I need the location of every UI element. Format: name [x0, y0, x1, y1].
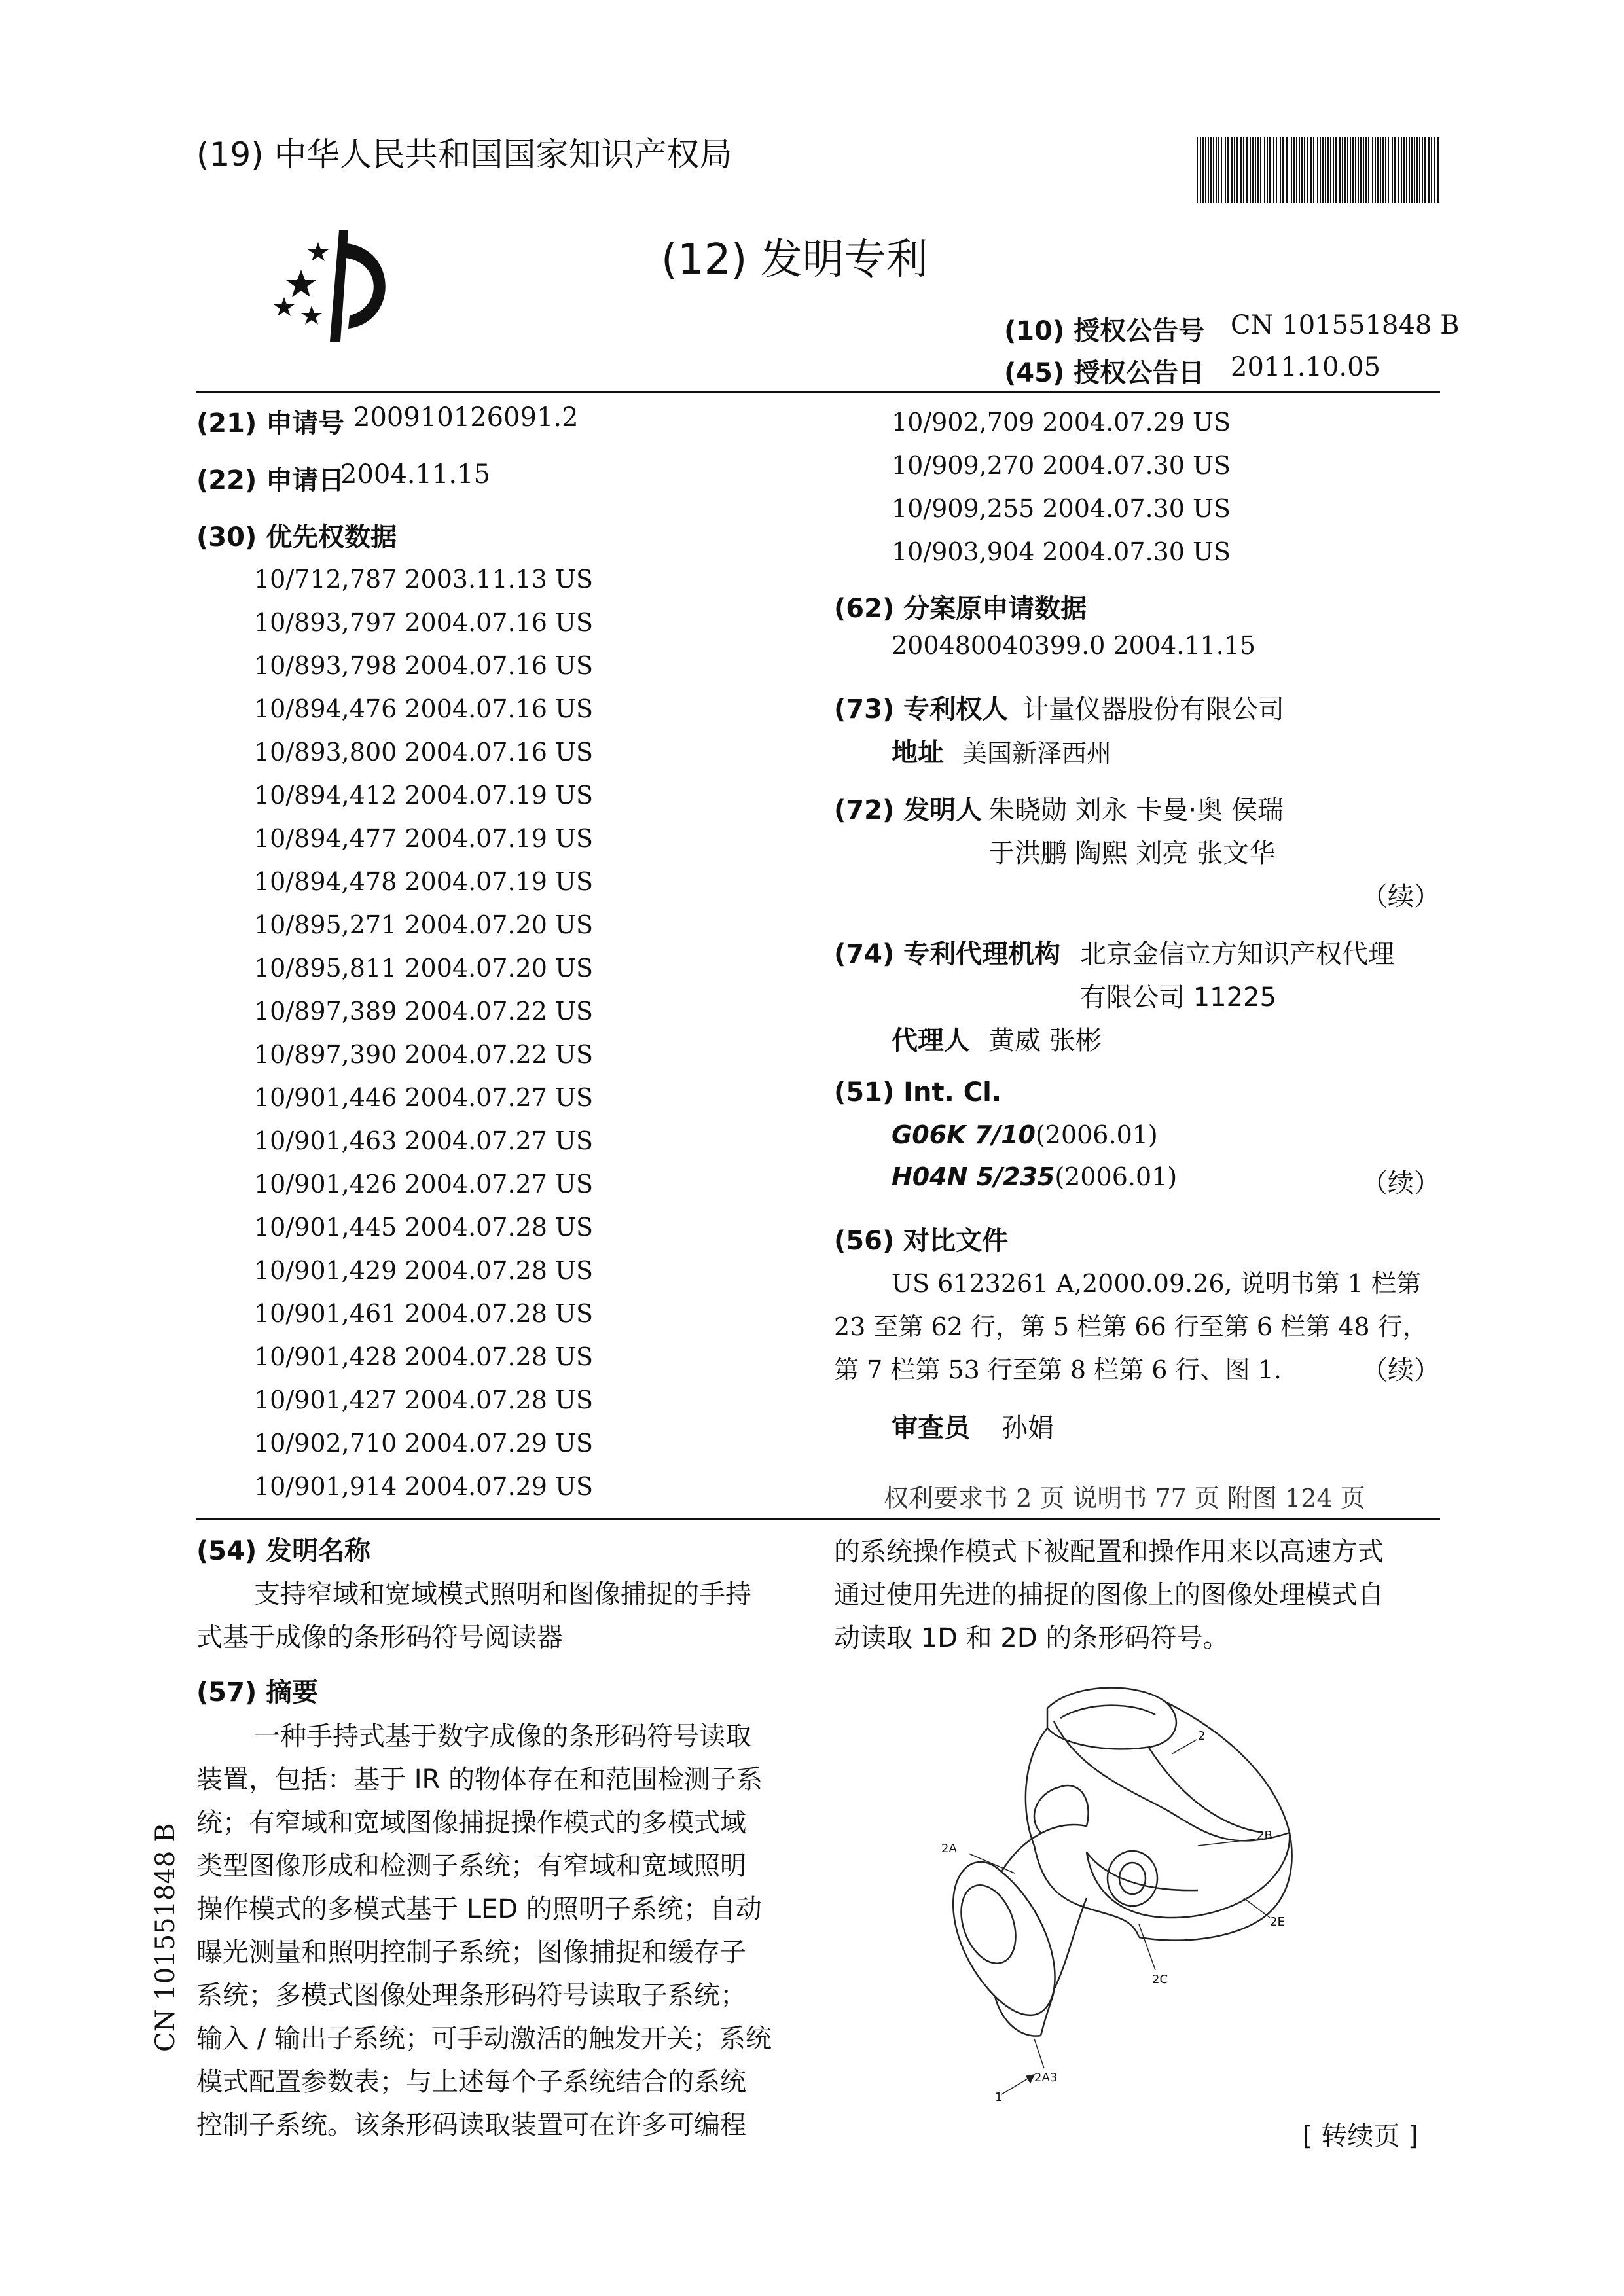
priority-row: 10/712,787 2003.11.13 US [254, 565, 594, 594]
priority-row: 10/893,797 2004.07.16 US [254, 608, 594, 637]
barcode-bar [1293, 137, 1295, 203]
priority-row: 10/902,710 2004.07.29 US [254, 1429, 594, 1458]
abstract-line: 输入 / 输出子系统；可手动激活的触发开关；系统 [196, 2024, 772, 2054]
figure-label-2e: 2E [1270, 1915, 1285, 1929]
barcode-bar [1301, 137, 1303, 203]
inventors-continued: （续） [1362, 882, 1440, 912]
abstract-line: 统；有窄域和宽域图像捕捉操作模式的多模式域 [196, 1808, 746, 1838]
barcode-bar [1375, 137, 1376, 203]
priority-row: 10/895,271 2004.07.20 US [254, 910, 594, 939]
priority-row: 10/894,477 2004.07.19 US [254, 824, 594, 853]
barcode-bar [1304, 137, 1305, 203]
barcode-bar [1333, 137, 1334, 203]
inventors-label: (72) 发明人 [834, 795, 983, 825]
division-value: 200480040399.0 2004.11.15 [892, 631, 1256, 660]
refs-label: (56) 对比文件 [834, 1226, 1009, 1256]
barcode-bar [1422, 137, 1423, 203]
barcode-bar [1416, 137, 1418, 203]
priority-row: 10/895,811 2004.07.20 US [254, 954, 594, 982]
barcode-bar [1234, 137, 1235, 203]
intcl-version-1: (2006.01) [1035, 1121, 1158, 1149]
barcode-bar [1380, 137, 1381, 203]
intcl-label: (51) Int. Cl. [834, 1077, 1002, 1107]
barcode-bar [1392, 137, 1393, 203]
priority-label: (30) 优先权数据 [196, 522, 397, 552]
priority-row: 10/909,270 2004.07.30 US [892, 451, 1231, 480]
abstract-line: 装置，包括：基于 IR 的物体存在和范围检测子系 [196, 1765, 763, 1795]
intcl-code-1: G06K 7/10 [892, 1121, 1036, 1149]
continued-page-note: [ 转续页 ] [1303, 2121, 1418, 2151]
barcode-bar [1208, 137, 1209, 203]
inventors-line2: 于洪鹏 陶熙 刘亮 张文华 [988, 838, 1276, 869]
intcl-row-2 [892, 1162, 1177, 1191]
abstract-line: 曝光测量和照明控制子系统；图像捕捉和缓存子 [196, 1937, 746, 1967]
app-date-label: (22) 申请日 [196, 465, 345, 495]
pub-date-label: (45) 授权公告日 [1004, 358, 1205, 388]
barcode-bar [1213, 137, 1214, 203]
barcode-bar [1291, 137, 1292, 203]
barcode-bar [1322, 137, 1324, 203]
barcode-bar [1409, 137, 1410, 203]
refs-line1: US 6123261 A,2000.09.26, 说明书第 1 栏第 [892, 1269, 1422, 1298]
title-line2: 式基于成像的条形码符号阅读器 [196, 1623, 563, 1653]
abstract-line: 操作模式的多模式基于 LED 的照明子系统；自动 [196, 1894, 762, 1924]
address-value: 美国新泽西州 [962, 739, 1112, 768]
priority-row: 10/901,427 2004.07.28 US [254, 1386, 594, 1414]
address-label: 地址 [892, 738, 944, 768]
barcode-bar [1227, 137, 1229, 203]
barcode-bar [1313, 137, 1314, 203]
priority-list-left [254, 558, 593, 1508]
barcode-bar [1434, 137, 1435, 203]
star-icon [308, 242, 329, 261]
barcode-bar [1296, 137, 1297, 203]
barcode-bar [1282, 137, 1284, 203]
star-icon [301, 306, 322, 325]
figure-label-1: 1 [995, 2090, 1003, 2101]
app-date-value: 2004.11.15 [340, 459, 491, 490]
side-pub-number: CN 101551848 B [151, 1823, 181, 2052]
barcode-bar [1414, 137, 1415, 203]
abstract-line: 通过使用先进的捕捉的图像上的图像处理模式自 [834, 1580, 1384, 1610]
priority-row: 10/901,445 2004.07.28 US [254, 1213, 594, 1242]
priority-row: 10/902,709 2004.07.29 US [892, 408, 1231, 437]
barcode-bar [1363, 137, 1364, 203]
intcl-row-1 [892, 1121, 1158, 1149]
barcode-bar [1360, 137, 1362, 203]
barcode-bar [1216, 137, 1217, 203]
priority-row: 10/894,478 2004.07.19 US [254, 867, 594, 896]
barcode-bar [1286, 137, 1288, 203]
barcode-bar [1428, 137, 1430, 203]
office-name: (19) 中华人民共和国国家知识产权局 [196, 135, 732, 173]
barcode-bar [1372, 137, 1373, 203]
barcode-bar [1342, 137, 1343, 203]
examiner-label: 审查员 [892, 1413, 970, 1443]
barcode-bar [1246, 137, 1248, 203]
barcode-bar [1310, 137, 1312, 203]
barcode-bar [1221, 137, 1222, 203]
priority-row: 10/901,428 2004.07.28 US [254, 1342, 594, 1371]
barcode-bar [1250, 137, 1251, 203]
barcode-bar [1385, 137, 1386, 203]
barcode-bar [1269, 137, 1271, 203]
barcode-bar [1365, 137, 1367, 203]
divider-bottom [196, 1518, 1440, 1520]
barcode-bar [1240, 137, 1242, 203]
scanner-figure [923, 1682, 1329, 2101]
barcode-bar [1218, 137, 1219, 203]
barcode-bar [1273, 137, 1274, 203]
barcode-bar [1437, 137, 1439, 203]
patentee-value: 计量仪器股份有限公司 [1022, 694, 1284, 725]
barcode-bar [1406, 137, 1407, 203]
abstract-right [834, 1530, 1384, 1660]
refs-line2: 23 至第 62 行，第 5 栏第 66 行至第 6 栏第 48 行， [834, 1312, 1428, 1341]
priority-row: 10/903,904 2004.07.30 US [892, 537, 1231, 566]
barcode-bar [1260, 137, 1261, 203]
barcode-bar [1200, 137, 1201, 203]
abstract-line: 系统；多模式图像处理条形码符号读取子系统； [196, 1981, 746, 2011]
barcode-bar [1243, 137, 1244, 203]
barcode-bar [1358, 137, 1359, 203]
priority-list-right [892, 401, 1231, 573]
barcode-image [1197, 137, 1440, 203]
inventors-line1: 朱晓勋 刘永 卡曼·奥 侯瑞 [988, 795, 1284, 825]
barcode-bar [1398, 137, 1399, 203]
priority-row: 10/909,255 2004.07.30 US [892, 494, 1231, 523]
abstract-line: 控制子系统。该条形码读取装置可在许多可编程 [196, 2110, 746, 2140]
document-type: (12) 发明专利 [661, 236, 928, 284]
priority-row: 10/894,412 2004.07.19 US [254, 781, 594, 810]
barcode-bar [1231, 137, 1233, 203]
app-number-value: 200910126091.2 [353, 403, 579, 433]
barcode-bar [1350, 137, 1351, 203]
priority-row: 10/901,461 2004.07.28 US [254, 1299, 594, 1328]
barcode-bar [1205, 137, 1206, 203]
barcode-bar [1276, 137, 1277, 203]
abstract-line: 的系统操作模式下被配置和操作用来以高速方式 [834, 1537, 1384, 1567]
barcode-bar [1257, 137, 1259, 203]
barcode-bar [1403, 137, 1405, 203]
barcode-bar [1236, 137, 1238, 203]
star-icon [286, 270, 316, 297]
refs-continued: （续） [1362, 1355, 1440, 1386]
abstract-label: (57) 摘要 [196, 1677, 319, 1708]
priority-row: 10/901,914 2004.07.29 US [254, 1472, 594, 1501]
barcode-bar [1299, 137, 1300, 203]
barcode-bar [1307, 137, 1308, 203]
agent-value: 黄威 张彬 [988, 1026, 1102, 1056]
barcode-bar [1317, 137, 1318, 203]
barcode-bar [1382, 137, 1384, 203]
barcode-bar [1339, 137, 1341, 203]
intcl-continued: （续） [1362, 1168, 1440, 1198]
priority-row: 10/901,426 2004.07.27 US [254, 1170, 594, 1198]
barcode-bar [1255, 137, 1256, 203]
barcode-bar [1335, 137, 1337, 203]
figure-label-2a: 2A [941, 1842, 957, 1856]
abstract-line: 动读取 1D 和 2D 的条形码符号。 [834, 1623, 1229, 1653]
barcode-bar [1394, 137, 1396, 203]
examiner-value: 孙娟 [1001, 1413, 1054, 1443]
priority-row: 10/901,429 2004.07.28 US [254, 1256, 594, 1285]
barcode-bar [1210, 137, 1212, 203]
figure-label-2: 2 [1198, 1729, 1206, 1743]
barcode-bar [1252, 137, 1254, 203]
priority-row: 10/901,463 2004.07.27 US [254, 1126, 594, 1155]
barcode-bar [1368, 137, 1369, 203]
division-label: (62) 分案原申请数据 [834, 594, 1087, 624]
agency-line1: 北京金信立方知识产权代理 [1080, 939, 1394, 969]
abstract-left [196, 1715, 772, 2147]
barcode-bar [1267, 137, 1268, 203]
title-line1: 支持窄域和宽域模式照明和图像捕捉的手持 [254, 1579, 751, 1609]
barcode-bar [1431, 137, 1432, 203]
barcode-bar [1388, 137, 1389, 203]
patentee-label: (73) 专利权人 [834, 694, 1009, 725]
figure-label-2c: 2C [1152, 1973, 1168, 1986]
pub-date-value: 2011.10.05 [1231, 352, 1381, 382]
barcode-bar [1355, 137, 1356, 203]
barcode-bar [1352, 137, 1354, 203]
pub-number-value: CN 101551848 B [1231, 310, 1460, 340]
barcode-bar [1401, 137, 1402, 203]
cnipa-emblem-logo [267, 224, 418, 348]
page-counts: 权利要求书 2 页 说明书 77 页 附图 124 页 [884, 1484, 1365, 1513]
barcode-bar [1197, 137, 1198, 203]
agency-label: (74) 专利代理机构 [834, 939, 1061, 969]
priority-row: 10/897,389 2004.07.22 US [254, 997, 594, 1026]
divider-top [196, 391, 1440, 393]
figure-label-2a3: 2A3 [1034, 2071, 1058, 2085]
refs-line3: 第 7 栏第 53 行至第 8 栏第 6 行、图 1. [834, 1355, 1282, 1384]
intcl-code-2: H04N 5/235 [892, 1162, 1055, 1191]
barcode-bar [1424, 137, 1426, 203]
agency-line2: 有限公司 11225 [1080, 982, 1276, 1013]
barcode-bar [1419, 137, 1420, 203]
barcode-bar [1264, 137, 1265, 203]
app-number-label: (21) 申请号 [196, 408, 345, 439]
figure-label-2b: 2B [1257, 1829, 1272, 1842]
barcode-bar [1330, 137, 1331, 203]
priority-row: 10/893,800 2004.07.16 US [254, 738, 594, 766]
priority-row: 10/893,798 2004.07.16 US [254, 651, 594, 680]
barcode-bar [1202, 137, 1204, 203]
barcode-bar [1347, 137, 1348, 203]
star-icon [274, 297, 295, 316]
priority-row: 10/897,390 2004.07.22 US [254, 1040, 594, 1069]
abstract-line: 一种手持式基于数字成像的条形码符号读取 [254, 1721, 751, 1751]
barcode-bar [1327, 137, 1329, 203]
priority-row: 10/901,446 2004.07.27 US [254, 1083, 594, 1112]
barcode-bar [1377, 137, 1379, 203]
intcl-version-2: (2006.01) [1055, 1162, 1178, 1191]
abstract-line: 类型图像形成和检测子系统；有窄域和宽域照明 [196, 1851, 746, 1881]
barcode-bar [1225, 137, 1226, 203]
title-label: (54) 发明名称 [196, 1536, 371, 1566]
barcode-bar [1280, 137, 1281, 203]
barcode-bar [1325, 137, 1326, 203]
barcode-bar [1320, 137, 1321, 203]
barcode-bar [1411, 137, 1413, 203]
priority-row: 10/894,476 2004.07.16 US [254, 694, 594, 723]
abstract-line: 模式配置参数表；与上述每个子系统结合的系统 [196, 2067, 746, 2097]
pub-number-label: (10) 授权公告号 [1004, 316, 1205, 346]
barcode-bar [1344, 137, 1346, 203]
agent-label: 代理人 [892, 1026, 970, 1056]
